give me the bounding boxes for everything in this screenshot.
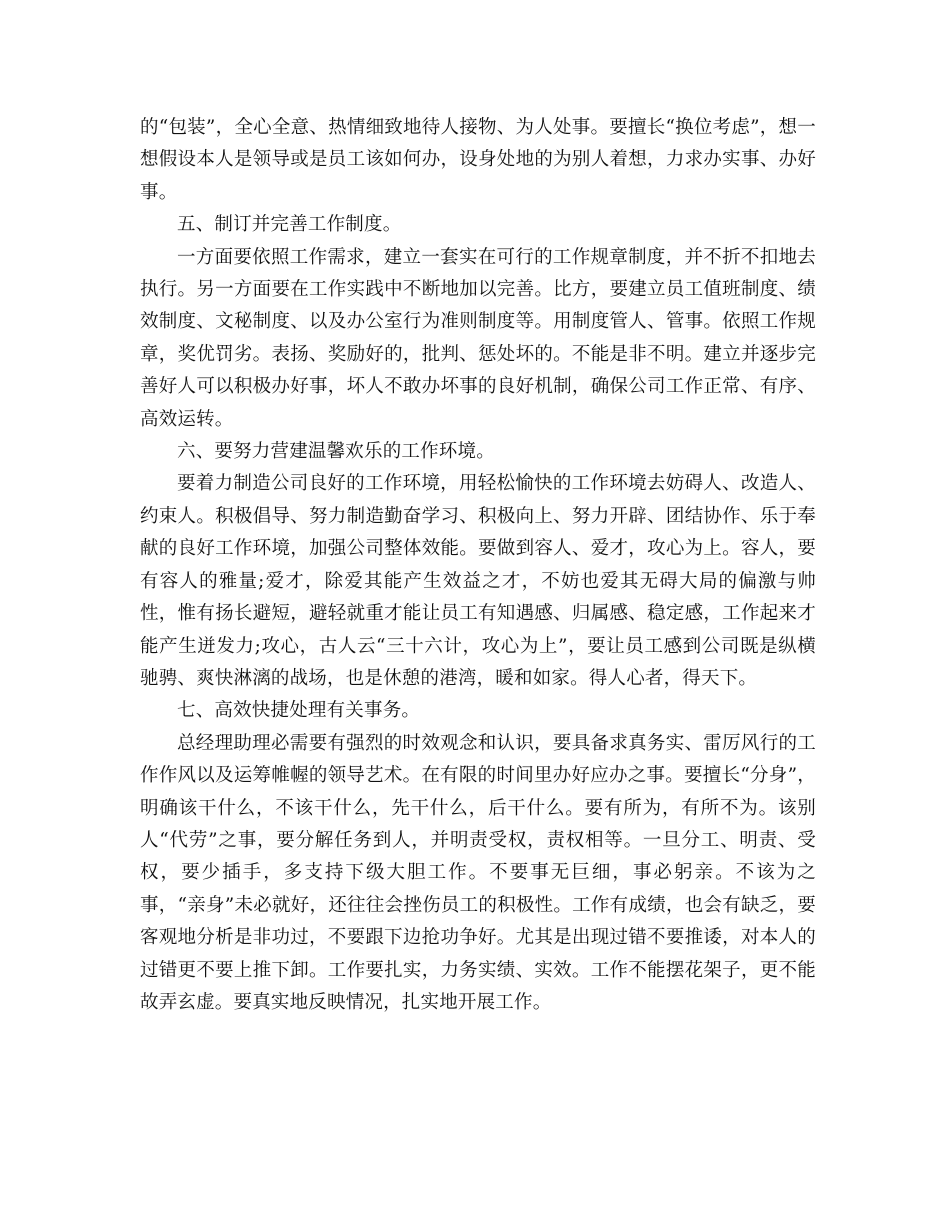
section-heading-6: 六、要努力营建温馨欢乐的工作环境。 — [177, 441, 495, 463]
section-heading-5: 五、制订并完善工作制度。 — [177, 214, 402, 236]
paragraph-efficient-affairs: 总经理助理必需要有强烈的时效观念和认识，要具备求真务实、雷厉风行的工作作风以及运筹帷幄的领导艺术。在有限的时间里办好应办之事。要擅长“分身”，明确该干什么，不该干什么，先干什么，后干什么。要有所为，有所不为。该别人“代劳”之事，要分解任务到人，并明责受权，责权相等。一旦分工、明责、受权，要少插手，多支持下级大胆工作。不要事无巨细，事必躬亲。不该为之事，“亲身”未必就好，还往往会挫伤员工的积极性。工作有成绩，也会有缺乏，要客观地分析是非功过，不要跟下边抢功争好。尤其是出现过错不要推诿，对本人的过错更不要上推下卸。工作要扎实，力务实绩、实效。工作不能摆花架子，更不能故弄玄虚。要真实地反映情况，扎实地开展工作。 — [140, 732, 816, 1013]
paragraph-work-environment: 要着力制造公司良好的工作环境，用轻松愉快的工作环境去妨碍人、改造人、约束人。积极倡导、努力制造勤奋学习、积极向上、努力开辟、团结协作、乐于奉献的良好工作环境，加强公司整体效能。要做到容人、爱才，攻心为上。容人，要有容人的雅量;爱才，除爱其能产生效益之才，不妨也爱其无碍大局的偏激与帅性，惟有扬长避短，避轻就重才能让员工有知遇感、归属感、稳定感，工作起来才能产生迸发力;攻心，古人云“三十六计，攻心为上”，要让员工感到公司既是纵横驰骋、爽快淋漓的战场，也是休憩的港湾，暖和如家。得人心者，得天下。 — [140, 473, 816, 689]
paragraph-continuation: 的“包装”，全心全意、热情细致地待人接物、为人处事。要擅长“换位考虑”，想一想假设本人是领导或是员工该如何办，设身处地的为别人着想，力求办实事、办好事。 — [140, 117, 816, 203]
section-heading-7: 七、高效快捷处理有关事务。 — [177, 700, 421, 722]
paragraph-work-system: 一方面要依照工作需求，建立一套实在可行的工作规章制度，并不折不扣地去执行。另一方面要在工作实践中不断地加以完善。比方，要建立员工值班制度、绩效制度、文秘制度、以及办公室行为准则制度等。用制度管人、管事。依照工作规章，奖优罚劣。表扬、奖励好的，批判、惩处坏的。不能是非不明。建立并逐步完善好人可以积极办好事，坏人不敢办坏事的良好机制，确保公司工作正常、有序、高效运转。 — [140, 246, 816, 430]
document-body — [140, 112, 816, 1019]
